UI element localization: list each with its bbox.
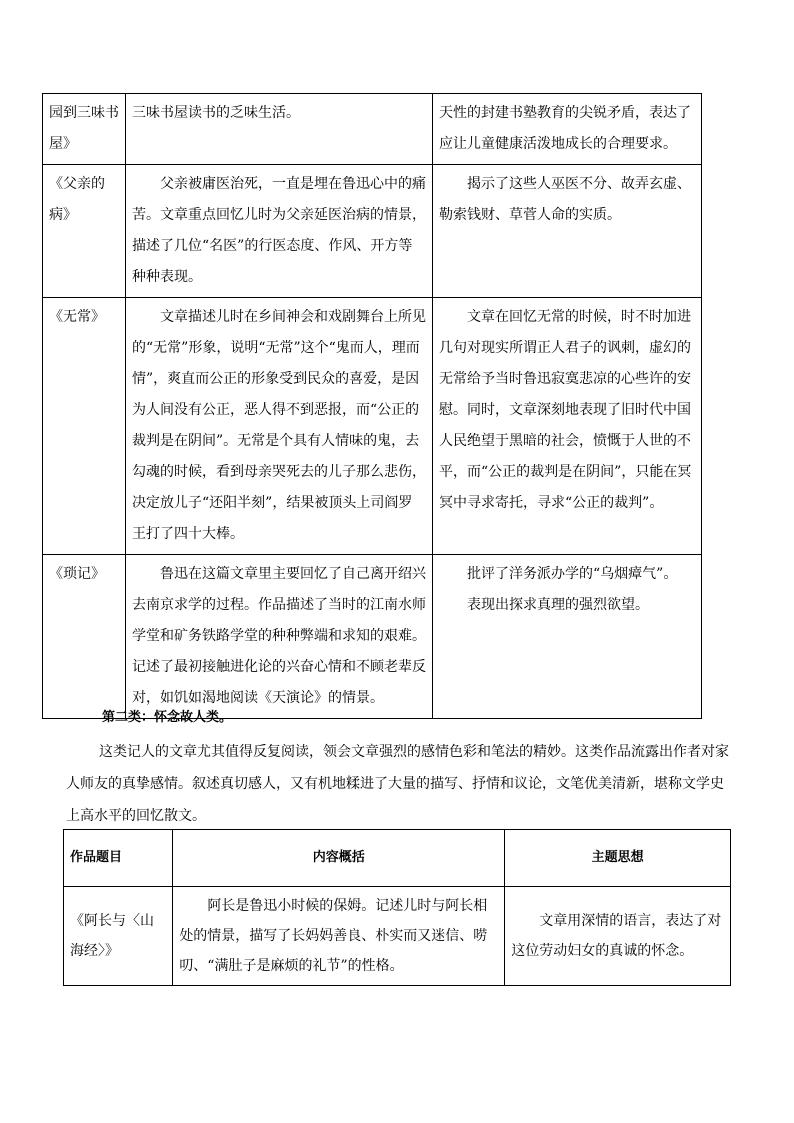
theme-paragraph: 揭示了这些人巫医不分、故弄玄虚、勒索钱财、草菅人命的实质。 [439,176,691,223]
work-title: 《父亲的病》 [43,165,126,298]
work-title: 《阿长与〈山海经〉》 [64,887,173,986]
work-content [126,298,433,555]
content-paragraph: 文章描述儿时在乡间神会和戏剧舞台上所见的“无常”形象，说明“无常”这个“鬼而人，理而情”，爽直而公正的形象受到民众的喜爱，是因为人间没有公正，恶人得不到恶报，而“公正的裁判是在阴间”。无常是个具有人情味的鬼，去勾魂的时候，看到母亲哭死去的儿子那么悲伤，决定放儿子“还阳半刻”，结果被顶头上司阎罗王打了四十大棒。 [132,309,426,542]
work-title: 《琐记》 [43,555,126,719]
work-theme [433,165,702,298]
work-content [126,94,433,165]
theme-paragraph: 批评了洋务派办学的“乌烟瘴气”。 [467,566,678,582]
header-title: 作品题目 [64,830,173,887]
work-theme [433,94,702,165]
works-table-2 [63,829,731,986]
work-theme [433,298,702,555]
table-row [64,887,731,986]
section-intro: 这类记人的文章尤其值得反复阅读，领会文章强烈的感情色彩和笔法的精妙。这类作品流露出作者对家人师友的真挚感情。叙述真切感人，又有机地糅进了大量的描写、抒情和议论，文笔优美清新，堪称文学史上高水平的回忆散文。 [66,744,729,824]
content-paragraph: 三味书屋读书的乏味生活。 [132,105,300,121]
theme-paragraph: 文章用深情的语言，表达了对这位劳动妇女的真诚的怀念。 [511,913,722,959]
theme-paragraph: 天性的封建书塾教育的尖锐矛盾，表达了应让儿童健康活泼地成长的合理要求。 [439,105,691,152]
table-row [43,298,702,555]
work-content [173,887,505,986]
table-header-row [64,830,731,887]
work-title: 园到三味书屋》 [43,94,126,165]
theme-paragraph: 文章在回忆无常的时候，时不时加进几句对现实所谓正人君子的讽刺，虚幻的无常给予当时鲁迅寂寞悲凉的心些许的安慰。同时，文章深刻地表现了旧时代中国人民绝望于黑暗的社会，愤慨于人世的不平，而“公正的裁判是在阴间”，只能在冥冥中寻求寄托，寻求“公正的裁判”。 [439,309,692,511]
header-content: 内容概括 [173,830,505,887]
content-paragraph: 父亲被庸医治死，一直是埋在鲁迅心中的痛苦。文章重点回忆儿时为父亲延医治病的情景，描述了几位“名医”的行医态度、作风、开方等种种表现。 [132,176,426,285]
work-theme [433,555,702,719]
theme-paragraph: 表现出探求真理的强烈欲望。 [467,597,649,613]
table-row [43,94,702,165]
work-content [126,555,433,719]
work-theme [505,887,731,986]
header-theme: 主题思想 [505,830,731,887]
content-paragraph: 阿长是鲁迅小时候的保姆。记述儿时与阿长相处的情景，描写了长妈妈善良、朴实而又迷信、唠叨、“满肚子是麻烦的礼节”的性格。 [179,898,488,974]
work-content [126,165,433,298]
work-title: 《无常》 [43,298,126,555]
content-paragraph: 鲁迅在这篇文章里主要回忆了自己离开绍兴去南京求学的过程。作品描述了当时的江南水师学堂和矿务铁路学堂的种种弊端和求知的艰难。记述了最初接触进化论的兴奋心情和不顾老辈反对，如饥如渴地阅读《天演论》的情景。 [132,566,426,706]
section-heading: 第二类：怀念故人类。 [102,710,233,725]
table-row [43,555,702,719]
works-table-1 [42,93,702,719]
table-row [43,165,702,298]
